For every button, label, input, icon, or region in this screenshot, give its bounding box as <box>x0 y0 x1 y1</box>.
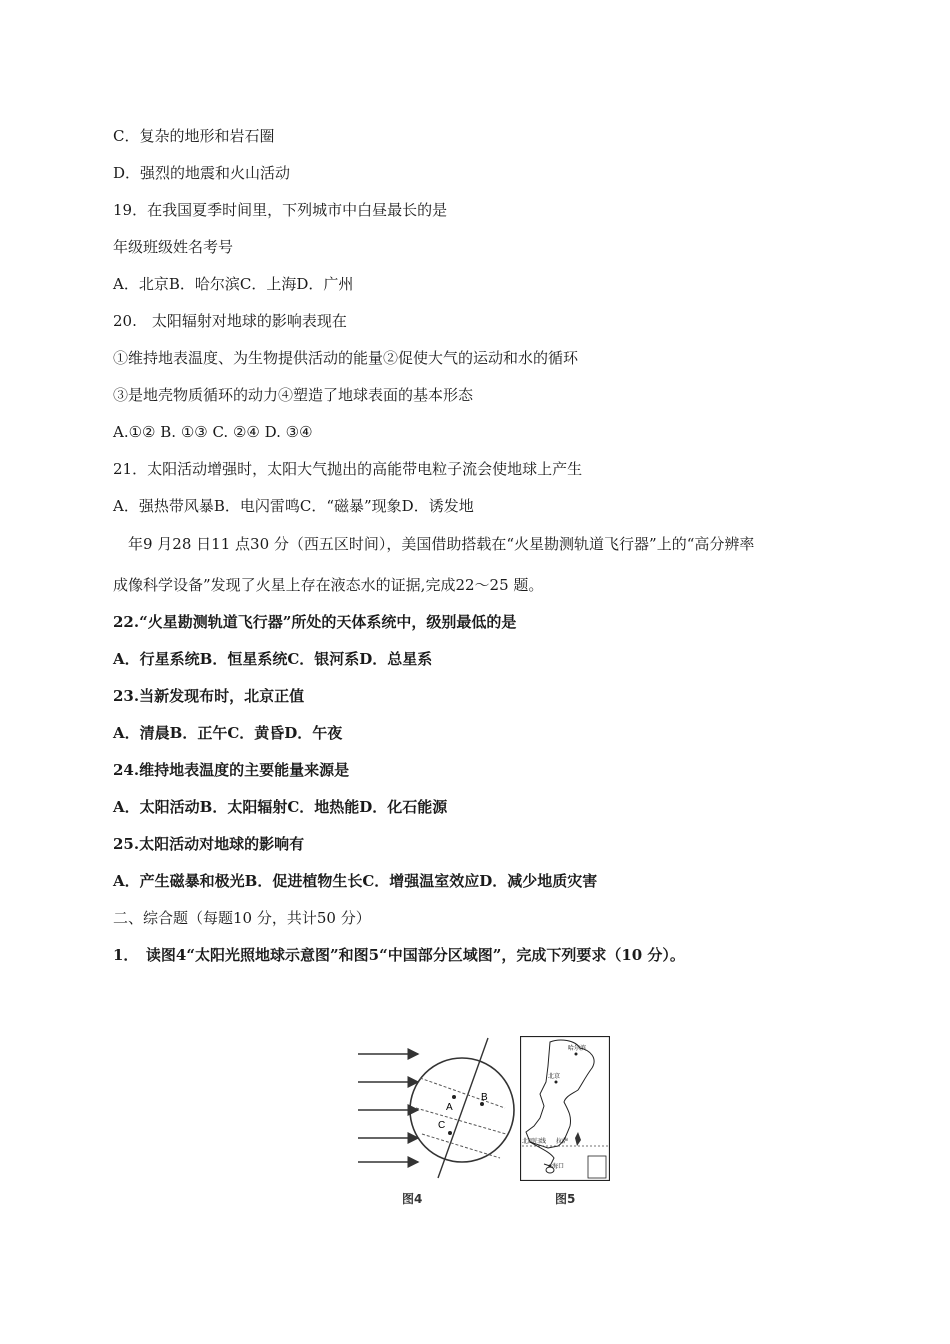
latitude-line-upper <box>420 1078 505 1108</box>
label-c: C <box>438 1120 446 1131</box>
harbin-dot <box>575 1053 578 1056</box>
question-21-options: A．强热带风暴B．电闪雷鸣C．“磁暴”现象D．诱发地 <box>113 497 474 515</box>
point-c <box>448 1131 452 1135</box>
section-heading: 二、综合题（每题10 分，共计50 分） <box>113 909 371 927</box>
label-lhasa: 拉萨 <box>556 1138 569 1145</box>
figure-area <box>350 1030 620 1210</box>
label-beijing: 北京 <box>548 1073 561 1080</box>
label-b: B <box>481 1092 488 1103</box>
question-19-options: A．北京B．哈尔滨C．上海D．广州 <box>113 275 354 293</box>
question-20: 20. 太阳辐射对地球的影响表现在 <box>113 312 347 330</box>
question-20-statement-2: ③是地壳物质循环的动力④塑造了地球表面的基本形态 <box>113 386 474 404</box>
question-20-options: A.①② B. ①③ C. ②④ D. ③④ <box>113 423 313 441</box>
option-d-line: D．强烈的地震和火山活动 <box>113 164 291 182</box>
student-info-line: 年级班级姓名考号 <box>113 238 234 256</box>
beijing-dot <box>555 1081 558 1084</box>
sunlight-arrows <box>358 1054 418 1162</box>
question-21: 21．太阳活动增强时，太阳大气抛出的高能带电粒子流会使地球上产生 <box>113 460 583 478</box>
question-19: 19．在我国夏季时间里，下列城市中白昼最长的是 <box>113 201 448 219</box>
question-24: 24.维持地表温度的主要能量来源是 <box>113 761 350 779</box>
label-harbin: 哈尔滨 <box>568 1045 587 1052</box>
question-23-options: A．清晨B．正午C．黄昏D．午夜 <box>113 724 343 742</box>
label-haikou: 海口 <box>552 1163 565 1170</box>
passage-line-1: 年9 月28 日11 点30 分（西五区时间），美国借助搭载在“火星勘测轨道飞行器”上的“高分辨率 <box>113 535 755 553</box>
comprehensive-question-1: 1． 读图4“太阳光照地球示意图”和图5“中国部分区域图”，完成下列要求（10 分）。 <box>113 946 685 964</box>
point-a <box>452 1095 456 1099</box>
figure-4-caption: 图4 <box>402 1192 423 1206</box>
figure-5-map <box>520 1036 610 1181</box>
passage-line-2: 成像科学设备”发现了火星上存在液态水的证据,完成22～25 题。 <box>113 576 544 594</box>
question-22-options: A．行星系统B．恒星系统C．银河系D．总星系 <box>113 650 433 668</box>
question-25-options: A．产生磁暴和极光B．促进植物生长C．增强温室效应D．减少地质灾害 <box>113 872 598 890</box>
question-22: 22.“火星勘测轨道飞行器”所处的天体系统中，级别最低的是 <box>113 613 517 631</box>
label-tropic: 北回归线 <box>522 1138 547 1145</box>
option-c-line: C．复杂的地形和岩石圈 <box>113 127 275 145</box>
question-24-options: A．太阳活动B．太阳辐射C．地热能D．化石能源 <box>113 798 448 816</box>
question-23: 23.当新发现布时，北京正值 <box>113 687 305 705</box>
question-25: 25.太阳活动对地球的影响有 <box>113 835 305 853</box>
figure-5-caption: 图5 <box>555 1192 576 1206</box>
question-20-statement-1: ①维持地表温度、为生物提供活动的能量②促使大气的运动和水的循环 <box>113 349 579 367</box>
map-frame <box>521 1037 610 1181</box>
label-a: A <box>446 1102 453 1113</box>
